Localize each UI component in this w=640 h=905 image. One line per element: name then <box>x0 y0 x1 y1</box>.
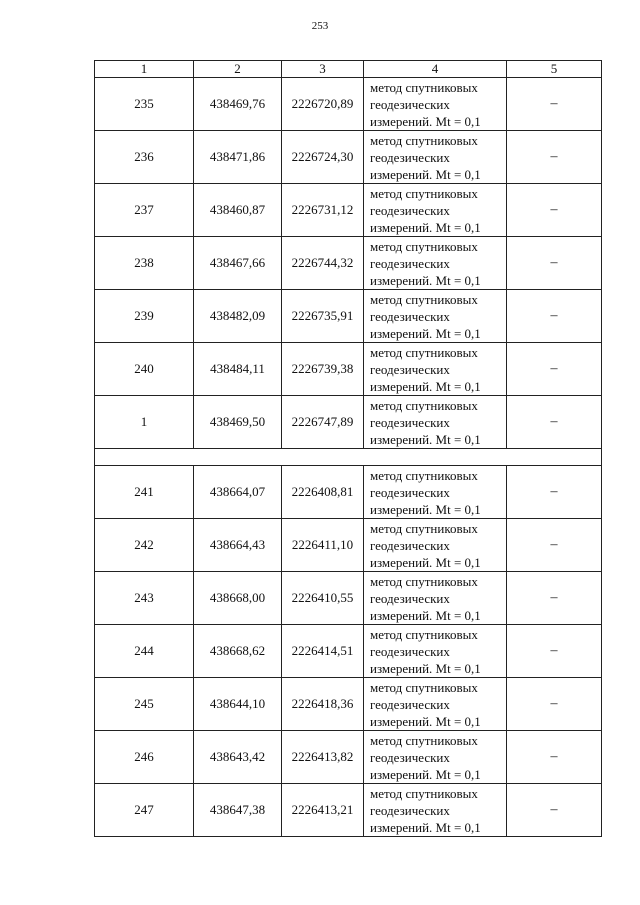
x-coordinate-cell: 438467,66 <box>194 237 282 290</box>
x-coordinate-cell: 438644,10 <box>194 678 282 731</box>
table-row <box>95 466 602 519</box>
method-line: измерений. Mt = 0,1 <box>370 501 481 517</box>
y-coordinate-cell: 2226744,32 <box>282 237 364 290</box>
point-number-cell: 239 <box>95 290 194 343</box>
method-line: метод спутниковых <box>370 185 478 201</box>
point-number-cell: 242 <box>95 519 194 572</box>
method-line: метод спутниковых <box>370 79 478 95</box>
accuracy-dash-cell: – <box>507 290 602 343</box>
method-line: геодезических <box>370 149 450 165</box>
table-row <box>95 131 602 184</box>
table-row <box>95 519 602 572</box>
y-coordinate-cell: 2226414,51 <box>282 625 364 678</box>
y-coordinate-cell: 2226720,89 <box>282 78 364 131</box>
method-line: метод спутниковых <box>370 732 478 748</box>
method-line: метод спутниковых <box>370 785 478 801</box>
y-coordinate-cell: 2226413,21 <box>282 784 364 837</box>
method-line: измерений. Mt = 0,1 <box>370 166 481 182</box>
method-line: измерений. Mt = 0,1 <box>370 113 481 129</box>
method-cell <box>364 519 507 572</box>
table-row <box>95 78 602 131</box>
method-line: геодезических <box>370 590 450 606</box>
accuracy-dash-cell: – <box>507 678 602 731</box>
y-coordinate-cell: 2226724,30 <box>282 131 364 184</box>
header-cell-3: 3 <box>282 61 364 78</box>
point-number-cell: 237 <box>95 184 194 237</box>
table-row <box>95 237 602 290</box>
method-line: геодезических <box>370 361 450 377</box>
method-line: геодезических <box>370 255 450 271</box>
point-number-cell: 236 <box>95 131 194 184</box>
accuracy-dash-cell: – <box>507 625 602 678</box>
method-cell <box>364 572 507 625</box>
method-cell <box>364 678 507 731</box>
accuracy-dash-cell: – <box>507 78 602 131</box>
method-line: измерений. Mt = 0,1 <box>370 325 481 341</box>
method-line: геодезических <box>370 308 450 324</box>
point-number-cell: 244 <box>95 625 194 678</box>
accuracy-dash-cell: – <box>507 184 602 237</box>
method-cell <box>364 625 507 678</box>
accuracy-dash-cell: – <box>507 572 602 625</box>
y-coordinate-cell: 2226739,38 <box>282 343 364 396</box>
y-coordinate-cell: 2226413,82 <box>282 731 364 784</box>
header-cell-1: 1 <box>95 61 194 78</box>
method-line: геодезических <box>370 414 450 430</box>
point-number-cell: 243 <box>95 572 194 625</box>
y-coordinate-cell: 2226418,36 <box>282 678 364 731</box>
method-line: метод спутниковых <box>370 397 478 413</box>
table-row <box>95 625 602 678</box>
separator-cell <box>95 449 602 466</box>
method-cell <box>364 184 507 237</box>
point-number-cell: 247 <box>95 784 194 837</box>
method-line: измерений. Mt = 0,1 <box>370 713 481 729</box>
method-cell <box>364 78 507 131</box>
x-coordinate-cell: 438469,76 <box>194 78 282 131</box>
accuracy-dash-cell: – <box>507 784 602 837</box>
method-line: метод спутниковых <box>370 132 478 148</box>
method-line: измерений. Mt = 0,1 <box>370 819 481 835</box>
y-coordinate-cell: 2226411,10 <box>282 519 364 572</box>
y-coordinate-cell: 2226747,89 <box>282 396 364 449</box>
method-line: геодезических <box>370 537 450 553</box>
x-coordinate-cell: 438471,86 <box>194 131 282 184</box>
header-cell-2: 2 <box>194 61 282 78</box>
x-coordinate-cell: 438482,09 <box>194 290 282 343</box>
x-coordinate-cell: 438469,50 <box>194 396 282 449</box>
header-row <box>95 61 602 78</box>
accuracy-dash-cell: – <box>507 396 602 449</box>
method-line: измерений. Mt = 0,1 <box>370 431 481 447</box>
method-line: метод спутниковых <box>370 238 478 254</box>
method-line: геодезических <box>370 484 450 500</box>
coordinates-table <box>94 60 602 837</box>
method-line: метод спутниковых <box>370 626 478 642</box>
x-coordinate-cell: 438647,38 <box>194 784 282 837</box>
method-line: измерений. Mt = 0,1 <box>370 554 481 570</box>
accuracy-dash-cell: – <box>507 519 602 572</box>
table-row <box>95 731 602 784</box>
accuracy-dash-cell: – <box>507 343 602 396</box>
method-line: геодезических <box>370 202 450 218</box>
x-coordinate-cell: 438460,87 <box>194 184 282 237</box>
method-cell <box>364 731 507 784</box>
point-number-cell: 235 <box>95 78 194 131</box>
table-row <box>95 184 602 237</box>
method-line: измерений. Mt = 0,1 <box>370 766 481 782</box>
method-line: метод спутниковых <box>370 467 478 483</box>
accuracy-dash-cell: – <box>507 131 602 184</box>
point-number-cell: 1 <box>95 396 194 449</box>
table-row <box>95 343 602 396</box>
point-number-cell: 241 <box>95 466 194 519</box>
separator-row <box>95 449 602 466</box>
table-row <box>95 290 602 343</box>
table-body <box>95 78 602 837</box>
x-coordinate-cell: 438643,42 <box>194 731 282 784</box>
header-cell-5: 5 <box>507 61 602 78</box>
x-coordinate-cell: 438668,00 <box>194 572 282 625</box>
method-line: геодезических <box>370 96 450 112</box>
accuracy-dash-cell: – <box>507 466 602 519</box>
method-cell <box>364 290 507 343</box>
table-row <box>95 396 602 449</box>
x-coordinate-cell: 438668,62 <box>194 625 282 678</box>
header-cell-4: 4 <box>364 61 507 78</box>
table-row <box>95 572 602 625</box>
page-number: 253 <box>311 20 329 32</box>
method-cell <box>364 237 507 290</box>
method-line: метод спутниковых <box>370 679 478 695</box>
method-line: измерений. Mt = 0,1 <box>370 660 481 676</box>
method-line: метод спутниковых <box>370 520 478 536</box>
point-number-cell: 238 <box>95 237 194 290</box>
method-line: геодезических <box>370 643 450 659</box>
table-row <box>95 784 602 837</box>
point-number-cell: 240 <box>95 343 194 396</box>
method-line: измерений. Mt = 0,1 <box>370 607 481 623</box>
y-coordinate-cell: 2226731,12 <box>282 184 364 237</box>
method-line: измерений. Mt = 0,1 <box>370 219 481 235</box>
method-cell <box>364 396 507 449</box>
method-line: геодезических <box>370 749 450 765</box>
method-line: метод спутниковых <box>370 291 478 307</box>
x-coordinate-cell: 438664,43 <box>194 519 282 572</box>
method-cell <box>364 466 507 519</box>
method-line: измерений. Mt = 0,1 <box>370 378 481 394</box>
method-line: геодезических <box>370 696 450 712</box>
point-number-cell: 245 <box>95 678 194 731</box>
point-number-cell: 246 <box>95 731 194 784</box>
y-coordinate-cell: 2226408,81 <box>282 466 364 519</box>
y-coordinate-cell: 2226735,91 <box>282 290 364 343</box>
method-line: измерений. Mt = 0,1 <box>370 272 481 288</box>
accuracy-dash-cell: – <box>507 237 602 290</box>
accuracy-dash-cell: – <box>507 731 602 784</box>
method-line: геодезических <box>370 802 450 818</box>
method-cell <box>364 784 507 837</box>
method-cell <box>364 131 507 184</box>
table-row <box>95 678 602 731</box>
method-cell <box>364 343 507 396</box>
x-coordinate-cell: 438484,11 <box>194 343 282 396</box>
y-coordinate-cell: 2226410,55 <box>282 572 364 625</box>
method-line: метод спутниковых <box>370 573 478 589</box>
x-coordinate-cell: 438664,07 <box>194 466 282 519</box>
method-line: метод спутниковых <box>370 344 478 360</box>
